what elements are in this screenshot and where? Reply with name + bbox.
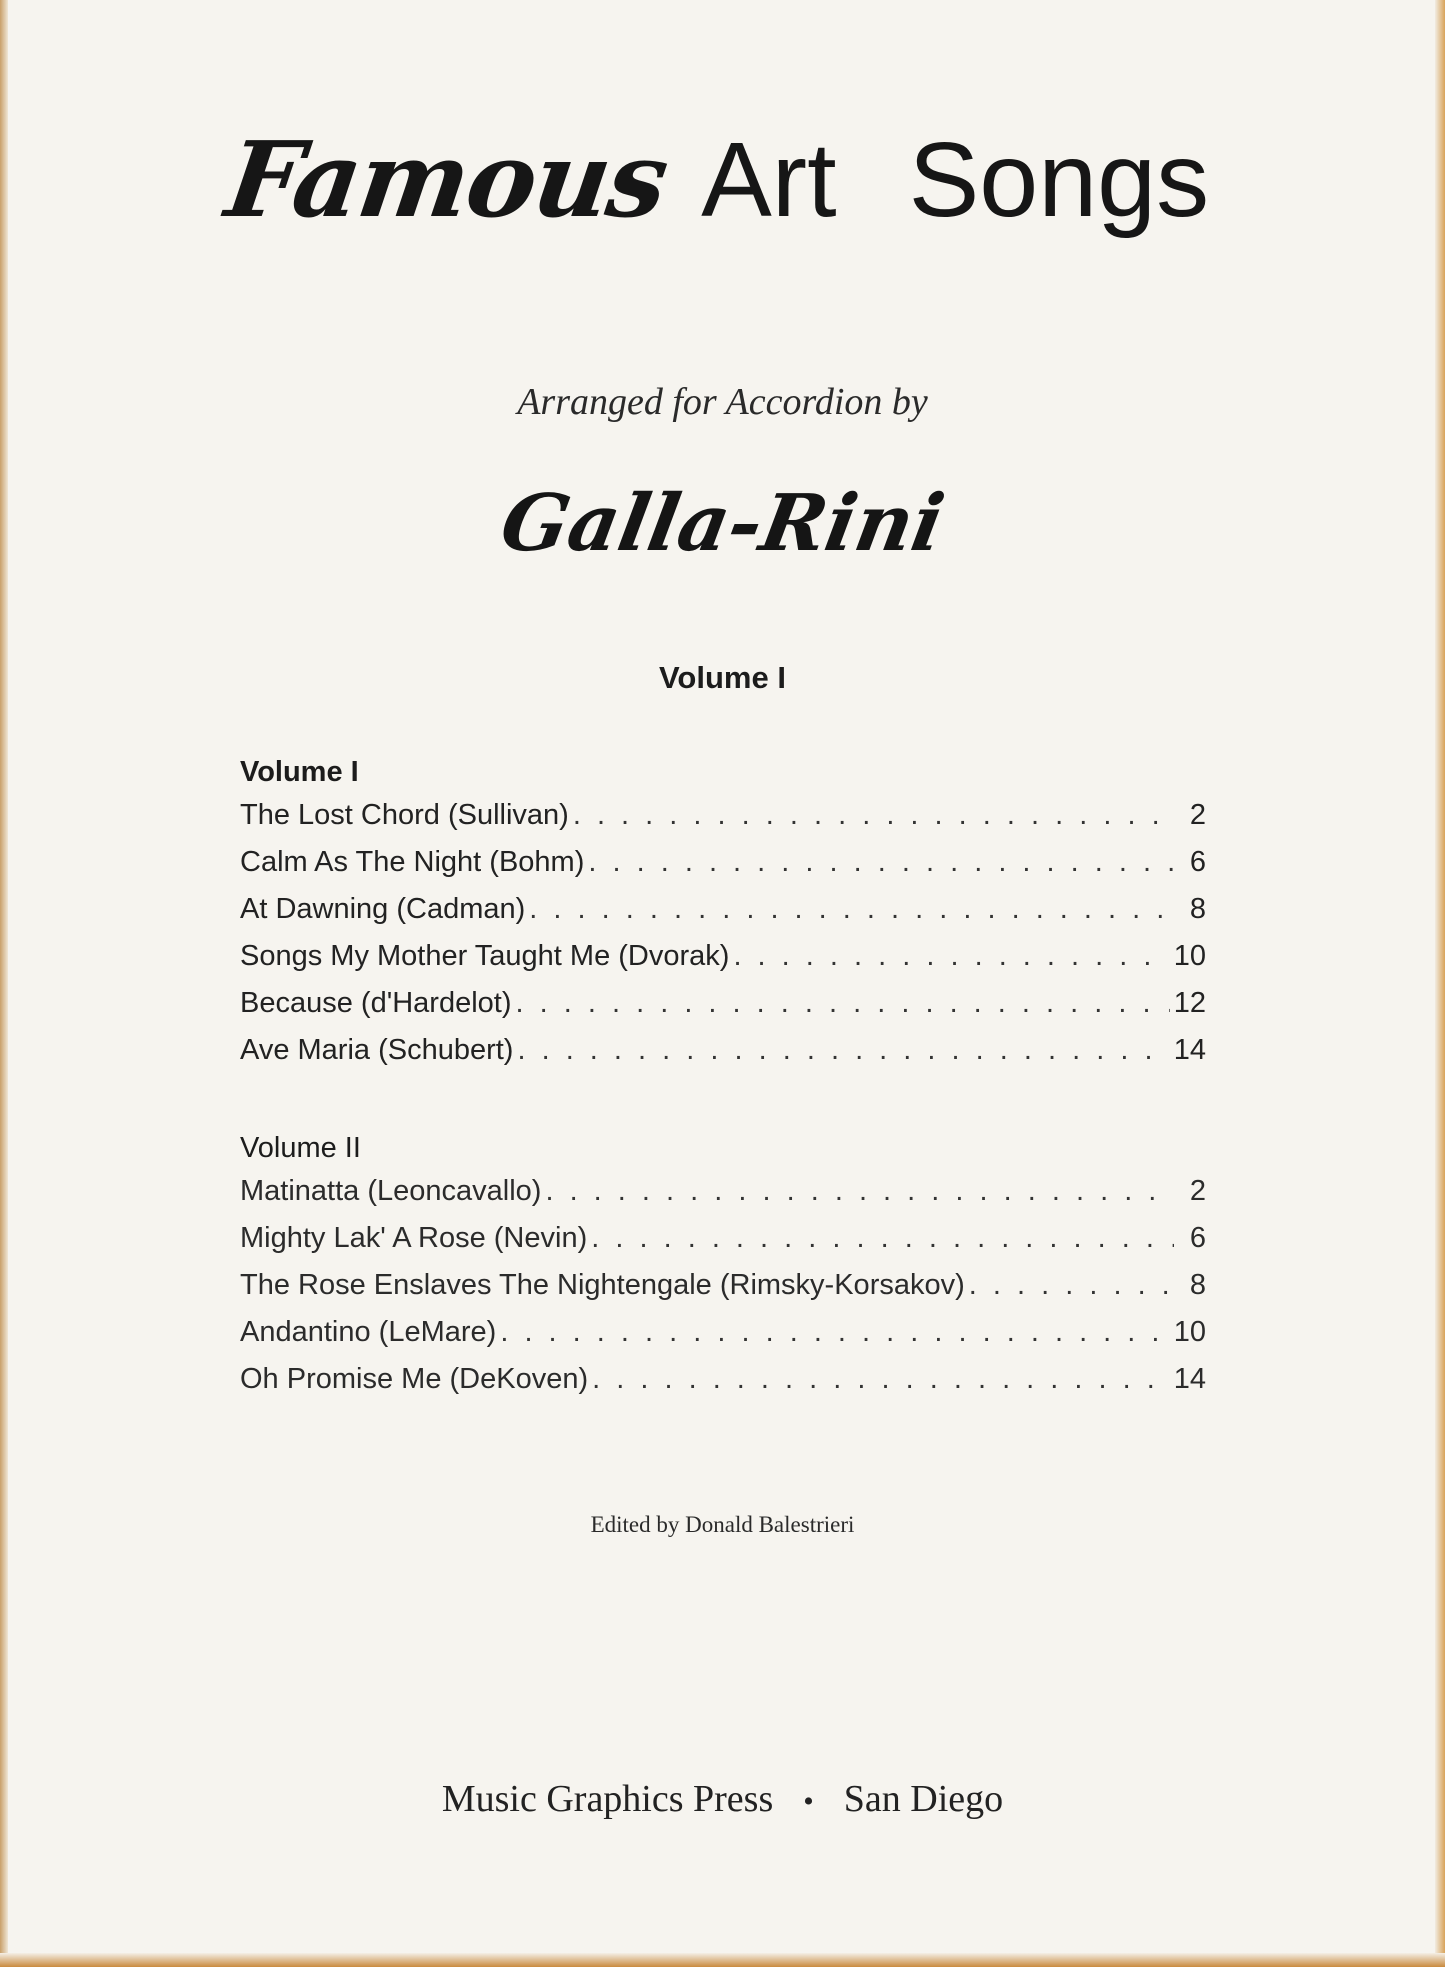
dot-leader: [733, 933, 1169, 980]
volume-heading: Volume I: [659, 660, 786, 695]
editor-credit: Edited by Donald Balestrieri: [590, 1512, 855, 1537]
toc-entry: [240, 1262, 1206, 1309]
toc-entry: [240, 1215, 1206, 1262]
toc-entry: [240, 933, 1206, 980]
dot-leader: [517, 1027, 1169, 1074]
book-title: [219, 118, 1228, 258]
toc-entry: [240, 1168, 1206, 1215]
toc-entry-page: 6: [1189, 846, 1206, 878]
toc-entry: [240, 1356, 1206, 1403]
page-edge-right: [1435, 0, 1445, 1967]
toc-section-title: Volume II: [240, 1132, 361, 1164]
toc-entry: [240, 792, 1206, 839]
dot-leader: [592, 1356, 1170, 1403]
toc-entry-title: Because (d'Hardelot): [240, 987, 512, 1019]
toc-entry-title: Calm As The Night (Bohm): [240, 846, 585, 878]
toc-entry: [240, 839, 1206, 886]
toc-entry-title: At Dawning (Cadman): [240, 893, 526, 925]
toc-entry-page: 14: [1173, 1363, 1206, 1395]
toc-entry: [240, 980, 1206, 1027]
dot-leader: [969, 1262, 1174, 1309]
page-edge-left: [0, 0, 8, 1967]
title-word-songs: Songs: [908, 121, 1210, 239]
dot-leader: [516, 980, 1170, 1027]
toc-entry-title: Matinatta (Leoncavallo): [240, 1175, 542, 1207]
toc-entry-page: 14: [1173, 1034, 1206, 1066]
toc-entry-title: Songs My Mother Taught Me (Dvorak): [240, 940, 730, 972]
dot-leader: [573, 792, 1174, 839]
toc-entry-page: 8: [1189, 893, 1206, 925]
arranger-name: Galla-Rini: [494, 478, 951, 569]
toc-entry: [240, 886, 1206, 933]
toc-entry-page: 8: [1189, 1269, 1206, 1301]
toc-entry-page: 6: [1189, 1222, 1206, 1254]
publisher-line: [0, 1777, 1445, 1821]
dot-leader: [591, 1215, 1174, 1262]
toc-entry-page: 10: [1173, 1316, 1206, 1348]
arranged-for-line: Arranged for Accordion by: [517, 381, 928, 423]
publisher-name: Music Graphics Press: [441, 1778, 774, 1820]
toc-volume-2: [240, 1128, 1206, 1403]
dot-leader: [545, 1168, 1174, 1215]
toc-entry-page: 12: [1173, 987, 1206, 1019]
page-edge-bottom: [0, 1953, 1445, 1967]
publisher-city: San Diego: [843, 1778, 1004, 1820]
toc-volume-1: [240, 752, 1206, 1074]
toc-entry-page: 2: [1189, 799, 1206, 831]
toc-entry: [240, 1309, 1206, 1356]
toc-entry-title: The Rose Enslaves The Nightengale (Rimsky-Korsakov): [240, 1269, 965, 1301]
dot-leader: [500, 1309, 1169, 1356]
toc-entry-title: Mighty Lak' A Rose (Nevin): [240, 1222, 588, 1254]
toc-entry-page: 10: [1173, 940, 1206, 972]
toc-entry-title: Oh Promise Me (DeKoven): [240, 1363, 589, 1395]
toc-entry: [240, 1027, 1206, 1074]
bullet-separator: •: [803, 1785, 814, 1819]
toc-entry-title: Ave Maria (Schubert): [240, 1034, 514, 1066]
dot-leader: [588, 839, 1174, 886]
title-word-art: Art: [701, 121, 837, 239]
title-script-word: Famous: [219, 118, 674, 241]
toc-entry-title: The Lost Chord (Sullivan): [240, 799, 569, 831]
toc-section-title: Volume I: [240, 756, 359, 788]
toc-entry-title: Andantino (LeMare): [240, 1316, 497, 1348]
toc-entry-page: 2: [1189, 1175, 1206, 1207]
dot-leader: [529, 886, 1174, 933]
